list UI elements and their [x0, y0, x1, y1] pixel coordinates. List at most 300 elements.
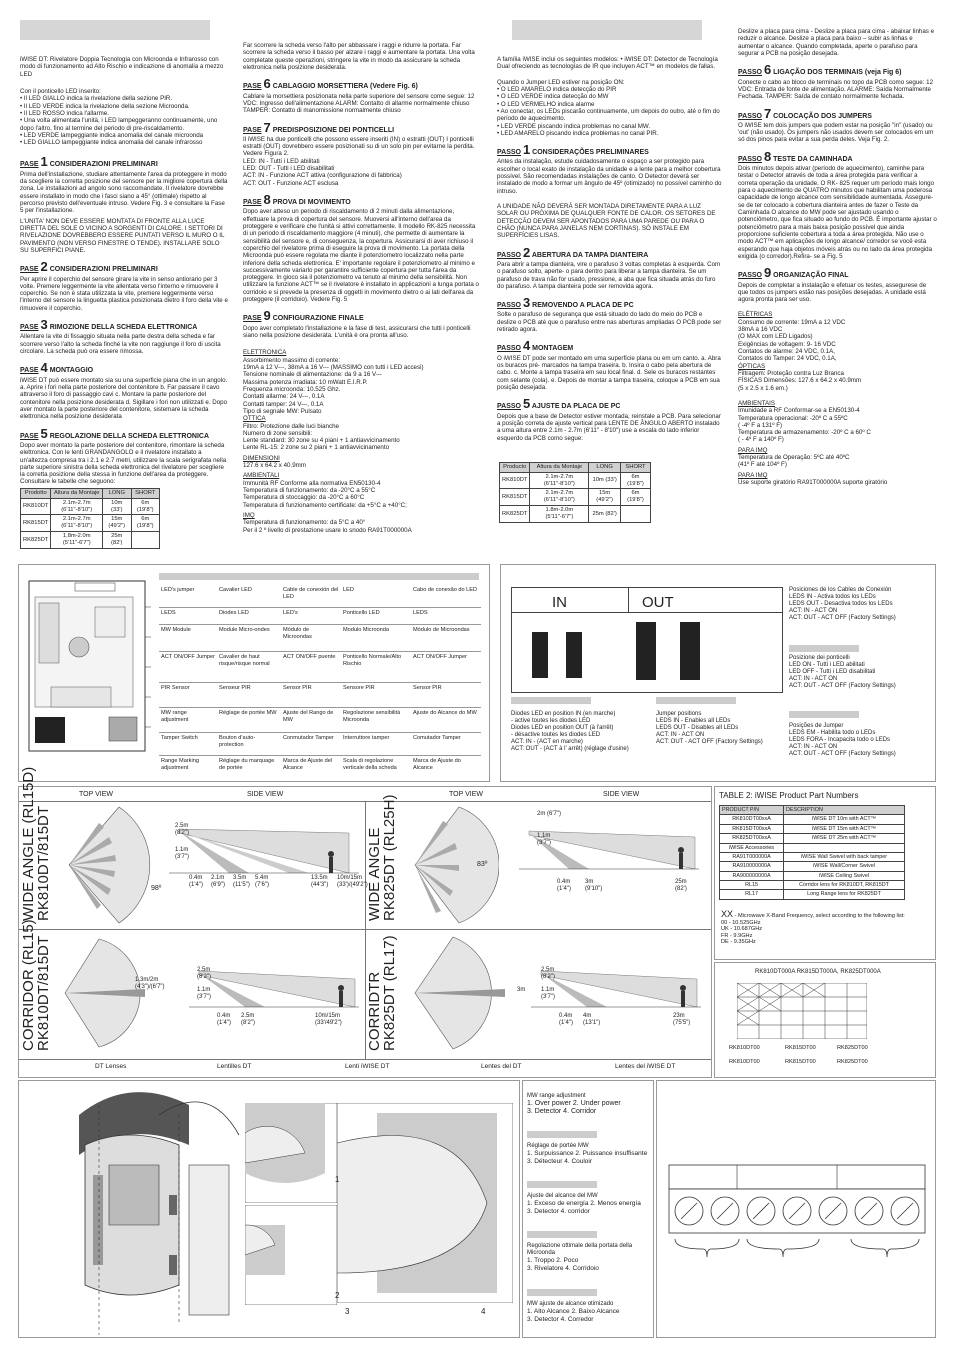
list-item: UK - 10.687GHz	[721, 926, 763, 933]
mw-block-line: 1. Alto Alcance 2. Baixo Alcance	[527, 1308, 620, 1316]
mw-block	[527, 1143, 651, 1165]
wa2-title: WIDE ANGLE RK825DT (RL25H)	[366, 794, 398, 921]
header-bar	[789, 711, 859, 718]
list-item: Temperatura operacional: -20º C a 55ºC	[738, 414, 848, 422]
models-panel	[714, 962, 936, 1078]
step-heading: PASSO 3 REMOVENDO A PLACA DE PC	[497, 295, 634, 311]
list-item: ACT: IN - Funzione ACT attiva (configurazione di fabbrica)	[243, 172, 402, 180]
step-text: iWISE DT può essere montato sia su una superficie piana che in un angolo. a. Aprire i fori nella parte posteriore del contenitore b. Far passare il cavo attraverso il foro di passaggio cavi c. Montare la parte posteriore del contenitore nella posizione desiderata d. Sigillare i fori non utilizzati e. Dopo aver montato la parte posteriore del contenitore, sistemare la scheda elettronica nella posizione desiderata	[20, 376, 228, 421]
list-item: FR - 9.9GHz	[721, 932, 753, 939]
list-item: (41º F até 104º F)	[738, 461, 787, 469]
jumper-text-es	[789, 587, 931, 622]
list-item: ACT: IN - ACT ON	[656, 732, 705, 739]
side-view-label: SIDE VIEW	[247, 791, 284, 798]
lens-caption: Lentilles DT	[217, 1063, 252, 1070]
list-item: ACT: OUT - Funzione ACT esclusa	[243, 179, 339, 187]
divider	[512, 612, 782, 613]
spec-title: PARA IMQ	[738, 471, 768, 479]
top-view-label: TOP VIEW	[449, 791, 483, 798]
list-item: Marca de Ajuste do Alcance	[413, 758, 461, 771]
mw-block-title: MW ajuste de alcance otimizado	[527, 1301, 614, 1307]
table-row: RK815DT 2.1m-2.7m (6'11"-8'10") 15m (49'2") 6m (19'8")	[500, 489, 651, 506]
pcb-diagram	[25, 577, 151, 773]
divider	[628, 588, 629, 612]
list-item: LEDS OUT - Disables all LEDs	[656, 725, 739, 732]
step-caps: L'UNITA' NON DEVE ESSERE MONTATA DI FRONTE ALLA LUCE DIRETTA DEL SOLE O VICINO A SORGENTI DI CALORE. I SETTORI DI RIVELAZIONE DOVREBBERO ESSERE PUNTATI VERSO IL MURO O IL PAVIMENTO (NON VERSO FINESTRE O TENDE). INSTALLARE SOLO SU SUPERFICI PIANE.	[20, 217, 225, 254]
list-item: Temperatura di funzionamento: da -20°C a 55°C	[243, 487, 376, 494]
list-item: • LED VERDE lampeggiante indica anomalia del canale microonda	[20, 131, 204, 139]
height-label: 1.1m (3'7")	[541, 987, 555, 1001]
cor1-top-view	[59, 933, 149, 1053]
model-label: RK810DT00	[729, 1045, 760, 1051]
list-item: LEDS OUT - Desactiva todos los LEDs	[789, 601, 893, 608]
list-item: ACT: OUT - ACT OFF (Factory Settings)	[789, 615, 896, 622]
list-item: 38mA a 16 VDC	[738, 326, 783, 334]
spec-title: AMBIENTAIS	[738, 399, 776, 407]
list-item: Tensione nominale di alimentazione: da 9 a 16 V---	[243, 371, 382, 379]
pcb-legend-panel	[18, 564, 490, 782]
width-label: 1.3m/2m (4'3")/(6'7")	[135, 977, 165, 991]
step-text: Depois de completar a instalação e efetuar os testes, assegurese de que todos os jumpers estão nas posições desejadas. A unidade está agora pronta para ser uso.	[738, 281, 927, 304]
wa1-top-view	[59, 803, 169, 927]
table-row: RA91T000000A iWISE Wall Swivel with back tamper	[720, 852, 905, 861]
intro: Deslize a placa para cima - Deslize a placa para cima - abaixar linhas e reduzir o alcance. Deslize a placa para baixo – subir as linhas e aumentar o alcance. Quando completada, aperte o parafuso para segurar a PCB na posição desejada.	[738, 28, 935, 57]
cor2-title: CORRIDTR RK825DT (RL17)	[366, 935, 398, 1051]
lens-caption: Lenti iWISE DT	[345, 1063, 390, 1070]
height-label: 1.1m (3'7")	[197, 987, 211, 1001]
table-row: iWISE Accessories	[720, 843, 905, 852]
spec-title: AMBIENTALI	[243, 472, 280, 480]
list-item: FÍSICAS Dimensões: 127.6 x 64.2 x 40.9mm	[738, 377, 862, 385]
list-item: ACT ON/OFF Jumper	[159, 652, 217, 683]
height-label: 2.5m (8'2")	[175, 823, 189, 837]
list-item: Lente RL-15: 2 zone su 2 piani + 1 antiavvicinamento	[243, 444, 390, 452]
step-heading: PASE 4 MONTAGGIO	[20, 360, 94, 376]
mw-block-title: MW range adjustment	[527, 1093, 586, 1099]
mw-num-4: 4	[481, 1307, 486, 1316]
mw-block-line: 1. Surpuissance 2. Puissance insuffisante	[527, 1150, 648, 1158]
list-item: ( -4º F a 131º F)	[738, 421, 783, 429]
wa1-title: WIDE ANGLE (RL15D) RK810DT/815DT	[20, 766, 52, 921]
mw-block-line: 1. Over power 2. Under power	[527, 1100, 621, 1108]
legend-table	[159, 585, 481, 778]
dist-label: 25m (82')	[675, 879, 687, 893]
list-item: Marca de Ajuste del Alcance	[283, 758, 333, 771]
list-item: - désactive toutes les diodes LED	[511, 732, 601, 739]
header-bar-pt	[512, 20, 702, 40]
step-heading: PASE 6 CABLAGGIO MORSETTIERA (Vedere Fig. 6)	[243, 76, 418, 92]
mounting-panel	[18, 1080, 520, 1338]
list-item: Cable de conexión del LED	[281, 585, 341, 608]
header-bar	[511, 697, 591, 704]
table-row: RK825DT 1.8m-2.0m (5'11"-6'7") 25m (82')	[21, 532, 160, 549]
mounting-exploded-view	[39, 1085, 249, 1335]
mw-adjust-panel	[522, 1080, 654, 1338]
step-heading: PASSO 5 AJUSTE DA PLACA DE PC	[497, 396, 621, 412]
lens-caption: Lentes del DT	[481, 1063, 522, 1070]
header-bar	[789, 645, 859, 652]
list-item: Temperatura di funzionamento: da 5°C a 40°	[243, 519, 366, 527]
list-item: Tamper Switch	[159, 733, 217, 756]
step-text: Allentare la vite di fissaggio situata nella parte destra della scheda e far scorrere verso l'alto la scheda finché la vite non raggiunge il foro di uscita circolare. La scheda può ora essere rimossa.	[20, 333, 221, 356]
jumper-in-label: IN	[552, 594, 567, 611]
step-text: Dopo aver atteso un periodo di riscaldamento di 2 minuti dalla alimentazione, effettuare la prova di copertura del sensore. Muoversi all'interno dell'area da proteggere e verificare che l'unità si attivi correttamente. Il modello RK-825 necessita di un periodo di riscaldamento maggiore (4 minuti), che permette di aumentare la sensibilità del sensore e, di conseguenza, la copertura. Assicurarsi di aver richiuso il coperchio del rivelatore prima di eseguire la prova di movimento. La portata della Microonda può essere regolata me diante il potenziometro localizzato nella parte inferiore della scheda elettronica. E' importante regolare il potenziometro al minimo e successivamente variarlo per garantire sufficiente copertura per tutta l'area da proteggere. In gioco sia il potenziometro va tenuto al minimo della sensibilità. Non utilizzare la funzione ACT™ se il rivelatore è installato in applicazioni a lunga portata o corridoio e si prevede la presenza di oggetti in movimento dietro o ai lati dell'area da proteggere (il corridoio). Vedere Fig. 5	[243, 208, 479, 304]
terminal-block-diagram	[667, 1157, 927, 1267]
mw-num-3: 3	[345, 1307, 350, 1316]
list-item: Ponticello Normale/Alto Rischio	[341, 652, 411, 683]
list-item: Massima potenza irradiata: 10 mWatt E.I.R.P.	[243, 378, 368, 386]
list-item: Filtro: Protezione dalle luci bianche	[243, 422, 339, 430]
step-heading: PASE 3 RIMOZIONE DELLA SCHEDA ELETTRONICA	[20, 317, 198, 333]
list-item: LEDS EM - Habilita todo o LEDs	[789, 730, 876, 737]
mw-block	[527, 1093, 651, 1117]
col-pt-2	[738, 28, 938, 486]
list-item: Posizione dei ponticelli	[789, 655, 850, 661]
mw-block	[527, 1301, 651, 1323]
list-item: Numero di zone sensibili:	[243, 429, 313, 437]
list-item: Conmutador Tamper	[281, 733, 341, 756]
part-number-table: PRODUCT P/N DESCRIPTION RK810DT00xxA iWISE DT 10m with ACT™ RK815DT00xxA iWISE DT 15m with ACT™ RK825DT00xxA iWISE DT 25m with ACT™ iWISE Accessories RA91T000000A iWISE Wall Swivel with back tamper RA910000000A iWISE Wall/Corner Swivel RA900000000A iWISE Ceiling Swivel RL15 Corridor lens for RK810DT, RK815DT RL17 Long Range lens for RK825DT	[719, 805, 905, 900]
model-label: RK825DT00	[837, 1059, 868, 1065]
list-item: • Ao conectar, os LEDs piscarão continuamente, um depois do outro, até o fim do período de aquecimento.	[497, 107, 720, 123]
table-row: RK815DT00xxA iWISE DT 15m with ACT™	[720, 824, 905, 833]
step-text: Depois que a base de Detector estiver montada, reinstale a PCB. Para selecionar a posição correta de ajuste vertical para LENTE DE ÂNGULO ABERTO instalado a uma altura entre 2.1m - 2.7m (6'11" - 8'10") use a escala do lado inferior esquerdo da PCB como segue:	[497, 412, 721, 442]
dist-label: 3.5m (11'5")	[233, 875, 250, 889]
table-row: RA900000000A iWISE Ceiling Swivel	[720, 871, 905, 880]
mw-block-title: Réglage de portée MW	[527, 1143, 589, 1149]
list-item: 00 - 10.525GHz	[721, 919, 761, 926]
list-item: Lente standard: 30 zone su 4 piani + 1 antiavvicinamento	[243, 437, 400, 445]
mw-block-line: 1. Troppo 2. Poco	[527, 1257, 579, 1265]
spec-title: ÓPTICAS	[738, 362, 766, 370]
list-item: LEDS IN - Enables all LEDs	[656, 718, 731, 725]
spec-title: OTTICA	[243, 415, 266, 423]
step-heading: PASSO 6 LIGAÇÃO DOS TERMINAIS (veja Fig 6)	[738, 62, 902, 78]
list-item: Scala di regolazione verticale della scheda	[343, 758, 397, 771]
list-item: Ajuste del Rango de MW	[281, 708, 341, 733]
list-item: Temperatura di stoccaggio: da -20°C a 60°C	[243, 494, 365, 502]
list-item: Imunidade a RF Conformar-se a EN50130-4	[738, 407, 860, 415]
jumper-text-it	[789, 655, 931, 690]
table-row: RK810DT 2.1m-2.7m (6'11"-8'10") 10m (33') 6m (19'8")	[500, 472, 651, 489]
mw-illustration-3	[337, 1103, 513, 1303]
list-item: - active toutes les diodes LED	[511, 718, 591, 725]
spec-title: PARA IMQ	[738, 446, 768, 454]
list-item: Posições de Jumper	[789, 723, 844, 729]
dist-label: 13.5m (44'3")	[311, 875, 329, 889]
list-item: LEDS	[159, 608, 217, 625]
table-row: RK810DT 2.1m-2.7m (6'11"-8'10") 10m (33') 6m (19'8")	[21, 498, 160, 515]
list-item: LED: IN - Tutti i LED abilitati	[243, 157, 320, 165]
list-item: LED OFF - Tutti i LED disabilitati	[789, 669, 876, 676]
jumper-text-pt	[789, 723, 931, 758]
list-item: • O LED VERDE indica detecção do MW	[497, 93, 609, 101]
dist-label: 2.5m (8'2")	[241, 1013, 255, 1027]
dist-label: 23m (75'5")	[673, 1013, 691, 1027]
spec-title: ELÉTRICAS	[738, 311, 773, 319]
intro: iWISE DT: Rivelatore Doppia Tecnologia con Microonda e Infrarosso con modo di funzionamento ad Alto Rischio e indicazione di anomalia a mezzo LED	[20, 56, 224, 78]
list-item: • LED VERDE piscando indica problemas no canal MW.	[497, 122, 651, 130]
list-item: Sensor PIR	[411, 683, 481, 708]
list-item: PIR Sensor	[159, 683, 217, 708]
step-heading: PASE 1 CONSIDERAZIONI PRELIMINARI	[20, 154, 158, 170]
list-item: Temperatura de Operação: 5ºC até 40ºC	[738, 454, 850, 462]
model-label: RK815DT00	[785, 1045, 816, 1051]
jumper-block	[566, 632, 582, 678]
dist-label: 10m/15m (33')/(49'2")	[337, 875, 368, 889]
range-table-pt: Producto Altura da Montaje LONG SHORT RK810DT 2.1m-2.7m (6'11"-8'10") 10m (33') 6m (19'8") RK815DT 2.1m-2.7m (6'11"-8'10") 15m (49'2") 6m (19'8") RK825DT 1.8m-2.0m (5'11"-6'7") 25m (82')	[499, 462, 651, 523]
mw-block-title: Regolazione ottimale della portata della Microonda	[527, 1243, 633, 1257]
list-item: Consumo de corrente: 19mA a 12 VDC	[738, 318, 846, 326]
step-heading: PASE 7 PREDISPOSIZIONE DEI PONTICELLI	[243, 119, 395, 135]
table-row: RK825DT 1.8m-2.0m (5'11"-6'7") 25m (82')	[500, 506, 651, 523]
list-item: Contatti allarme: 24 V---, 0.1A	[243, 393, 325, 401]
jumper-panel	[500, 564, 936, 782]
dist-label: 0.4m (1'4")	[217, 1013, 231, 1027]
col-pt-1	[497, 56, 722, 445]
step-text: Dopo aver montato la parte posteriore del contenitore, rimontare la scheda elettronica. Con le lenti GRANDANGOLO e il rivelatore installato a un'altezza compresa tra i 2.1 e 2.7 metri, utilizzare la scala serigrafata nella parte superiore sinistra della scheda elettronica del rivelatore per scegliere la corretta posizione della stessa in funzione dell'area da proteggere. Consultare le tabelle che seguono:	[20, 441, 227, 486]
lens-caption: Lentes del iWISE DT	[615, 1063, 676, 1070]
list-item: Assorbimento massimo di corrente:	[243, 356, 340, 364]
list-item: Immunità RF Conforme alla normativa EN50130-4	[243, 479, 381, 487]
table2-title: TABLE 2: iWISE Product Part Numbers	[719, 791, 859, 800]
list-item: LED: OUT - Tutti i LED disabilitati	[243, 165, 335, 173]
step-text: Conecte o cabo ao bloco de terminais no topo da PCB como segue: 12 VDC: Entrada de fonte de alimentação. ALARME: Saída Normalmente Fechada. TAMPER: Saída de contato normalmente fechada.	[738, 78, 934, 101]
dist-label: 10m/15m (33'/49'2")	[315, 1013, 342, 1027]
list-item: ACT: OUT - ACT OFF (Factory Settings)	[789, 683, 896, 690]
jumper-block	[636, 622, 656, 680]
step-heading: PASE 9 CONFIGURAZIONE FINALE	[243, 308, 364, 324]
step-heading: PASE 8 PROVA DI MOVIMENTO	[243, 192, 351, 208]
step-heading: PASE 2 CONSIDERAZIONI PRELIMINARI	[20, 259, 158, 275]
model-label: RK810DT00	[729, 1059, 760, 1065]
mw-num-2: 2	[335, 1291, 340, 1300]
width-label: 3m	[517, 987, 526, 993]
mw-illustration-2	[245, 1205, 340, 1305]
list-item: Tipo di segnale MW: Pulsato	[243, 407, 322, 415]
list-item: Interruttore tamper	[341, 733, 411, 756]
step-text: Antes da instalação, estude cuidadosamente o espaço a ser protegido para escolher o local exato de instalação da unidade e a lente para a melhor cobertura possível. São recomendadas instalações de canto. O Detector deverá ser instalado de modo a formar um ângulo de 45º (otimizado) no possível caminho do intruso.	[497, 158, 722, 195]
list-item: Módulo de Microondas	[281, 625, 341, 652]
step-text: Para abrir a tampa dianteira, vire o parafuso 3 voltas completas à esquerda. Com o parafuso solto, aperte- o para dentro para liberar a tampa dianteira. Se um parafuso de trava não for usado, pressione, a aba que fica situada atrás do furo do parafuso. A tampa dianteira pode ser removida agora.	[497, 260, 721, 290]
list-item: Cabo de conexão do LED	[411, 585, 481, 608]
mw-block	[527, 1193, 651, 1215]
mw-block	[527, 1243, 651, 1272]
list-item: ( - 4º F a 140º F)	[738, 436, 784, 444]
angle-label: 83º	[477, 861, 488, 868]
list-item: ACT ON/OFF Jumper	[411, 652, 481, 683]
list-item: ACT: OUT - (ACT à l' arrêt) (réglage d'usine)	[511, 746, 629, 753]
height-label: 2.5m (8'2")	[197, 967, 211, 981]
list-item: Cavalier LED	[217, 585, 281, 608]
list-item: ACT: IN - (ACT en marche)	[511, 739, 583, 746]
list-item: • Il LED ROSSO indica l'allarme.	[20, 109, 109, 117]
mw-block-line: 3. Detector 4. Corredor	[527, 1315, 594, 1323]
step-heading: PASSO 8 TESTE DA CAMINHADA	[738, 148, 853, 164]
divider	[19, 1059, 711, 1060]
step-text: Per aprire il coperchio del sensore girare la vite in senso antiorario per 3 volte. Premere leggermente la vite allentata verso l'interno e rimuovere il coperchio. Se non è stata utilizzata la vite, premere leggermente verso l'interno del sensore la linguetta plastica posizionata dietro il foro della vite e rimuovere il coperchio.	[20, 275, 228, 312]
freq-note: XX - Microwave X-Band Frequency, select according to the following list: 00 - 10.525GHz UK - 10.687GHz FR - 9.9GHz DE - 9.35GHz	[721, 909, 921, 946]
list-item: MW range adjustment	[159, 708, 217, 733]
list-item: ACT: IN - ACT ON	[789, 608, 838, 615]
list-item: Réglage de portée MW	[217, 708, 281, 733]
list-item: LED's	[281, 608, 341, 625]
mw-block-line: 3. Rivelatore 4. Corridoio	[527, 1264, 599, 1272]
list-item: (5 x 2.5 x 1.6 em.)	[738, 384, 788, 392]
list-item: Sensor PIR	[281, 683, 341, 708]
height-label: 1.1m (3'7")	[537, 833, 551, 847]
list-item: Module Micro-ondes	[217, 625, 281, 652]
lens-caption: DT Lenses	[95, 1063, 127, 1070]
list-item: Posiciones de los Cables de Conexión	[789, 587, 892, 593]
step-text: Cablare la morsettiera posizionata nella parte superiore del sensore come segue: 12 VDC: Ingresso dell'alimentazione ALARM: Contatto di allarme normalmente chiuso TAMPER: Contatto di manomissione normalmente chiuso	[243, 92, 475, 115]
step-text: Il iWISE ha due ponticelli che possono essere inseriti (IN) o estratti (OUT) I ponticelli estratti (OUT) dovrebbero essere posizionati su di un solo pin per evitarne la perdita. Vedere Figura 2.	[243, 135, 475, 158]
list-item: Jumper positions	[656, 711, 702, 717]
spec-title: ELETTRONICA	[243, 349, 287, 357]
dist-label: 2.1m (6'9")	[211, 875, 225, 889]
jumper-out-label: OUT	[642, 594, 674, 611]
step-heading: PASSO 2 ABERTURA DA TAMPA DIANTEIRA	[497, 244, 649, 260]
table2-panel	[714, 786, 936, 960]
list-item: Exigências de voltagem: 9- 16 VDC	[738, 340, 836, 348]
legend-header	[159, 573, 479, 580]
list-item: LEDS IN - Activa todos los LEDs	[789, 594, 876, 601]
dist-label: 4m (13'1")	[583, 1013, 601, 1027]
step-heading: PASSO 7 COLOCAÇÃO DOS JUMPERS	[738, 105, 872, 121]
height-label: 1.1m (3'7")	[175, 847, 189, 861]
step-text: Dois minutos depois ativar (período de aquecimento), caminhe para testar o Detector através de toda a área protegida para verificar a correta operação da unidade. O RK- 825 requer um período mais longo para o aquecimento de QUATRO minutos que habilitam uma poderosa capacidade de longo alcance com sensibilidade aumentada. Assegure- se de ter colocado a cobertura dianteira antes de fazer o Teste da Caminhada O alcance do MW pode ser ajustado usando o potenciômetro, que fica situado ao fundo do PCB. É importante ajustar o potenciômetro para a mais baixa posição possível que ainda proporcione suficiente cobertura a toda a área protegida. Não use o modo ACT™ em aplicações de longo alcance/ corredor se você esta esperando que haja objetos móveis atrás ou no lado da área protegida exigida (o corredor).Refira- se a Fig. 5	[738, 165, 937, 260]
step-heading: PASE 5 REGOLAZIONE DELLA SCHEDA ELETTRONICA	[20, 425, 210, 441]
header-bar	[527, 1181, 597, 1188]
list-item: LED ON - Tutti i LED abilitati	[789, 662, 865, 669]
top-view-label: TOP VIEW	[79, 791, 113, 798]
coverage-panel	[18, 766, 712, 1078]
col-italian-2	[243, 42, 481, 534]
height-label: 2m (6'7")	[537, 811, 561, 817]
list-item: Cavalier de haut risque/risque normal	[217, 652, 281, 683]
list-item: Frequenza microonda: 10.525 Ghz.	[243, 385, 341, 393]
col-italian-1	[20, 56, 228, 489]
list-item: LED's jumper	[159, 585, 217, 608]
table-row: RK810DT00xxA iWISE DT 10m with ACT™	[720, 815, 905, 824]
step-text: O iWISE DT pode ser montado em uma superfície plana ou em um canto. a. Abra os buracos pré- marcados na tampa traseira. b. Insira o cabo pela abertura de cabo. c. Monte a tampa traseira em seu local final. d. Sele os buracos restantes com selante (cola). e. Depois de montar a tampa traseira, coloque a PCB em sua posição desejada.	[497, 354, 721, 391]
list-item: Sensore PIR	[341, 683, 411, 708]
mw-block-line: 3. Detector 4. Corridor	[527, 1108, 597, 1116]
intro: Far scorrere la scheda verso l'alto per abbassare i raggi e ridurre la portata. Far scorrere la scheda verso il basso per alzare i raggi e aumentare la portata. Una volta completate queste operazioni, stringere la vite in modo da assicurare la scheda elettronica nella posizione desiderata.	[243, 42, 475, 71]
dist-label: 0.4m (1'4")	[189, 875, 203, 889]
step-text: Prima dell'installazione, studiare attentamente l'area da proteggere in modo da scegliere la corretta posizione del sensore per la migliore copertura della zona. Le installazioni ad angolo sono raccomandate. Il rivelatore dovrebbe essere installato in modo che i fasci siano a 45° (ottimale) rispetto al percorso previsto dell'eventuale intruso. Vedere Fig. 3 e consultare la Fase 5 per l'installazione.	[20, 170, 228, 215]
list-item: 127.6 x 64.2 x 40.9mm	[243, 462, 306, 470]
list-item: Per il 2 º livello di prestazione usare lo snodo RA91T000000A	[243, 526, 412, 534]
list-item: Senseur PIR	[217, 683, 281, 708]
dist-label: 3m (9'10")	[585, 879, 603, 893]
dist-label: 0.4m (1'4")	[557, 879, 571, 893]
list-item: Diodes LED	[217, 608, 281, 625]
list-item: Módulo de Microondas	[411, 625, 481, 652]
list-item: • Il LED GIALLO indica la rivelazione della sezione PIR.	[20, 95, 173, 103]
model-label: RK815DT00	[785, 1059, 816, 1065]
list-item: LEDS	[411, 608, 481, 625]
list-item: Temperatura di funzionamento certificate: da +5°C a +40°C;	[243, 501, 407, 509]
list-item: MW Module	[159, 625, 217, 652]
dist-label: 0.4m (1'4")	[559, 1013, 573, 1027]
list-item: ACT ON/OFF puente	[281, 652, 341, 683]
header-bar	[527, 1289, 597, 1296]
list-item: Modulo Microonda	[341, 625, 411, 652]
mw-num-1: 1	[335, 1175, 340, 1184]
jumper-block	[680, 622, 700, 680]
spec-title: DIMENSIONI	[243, 454, 280, 462]
list-item: Ajuste do Alcance do MW	[411, 708, 481, 733]
header-bar	[527, 1131, 597, 1138]
list-item: Filtragem: Proteção contra Luz Branca	[738, 369, 844, 377]
table-row: RL17 Long Range lens for RK825DT	[720, 890, 905, 899]
list-item: (O MAX com LED Ligados)	[738, 333, 813, 341]
cor1-title: CORRIDOR (RL15) RK810DT/815DT	[20, 919, 52, 1051]
jumper-figure	[511, 587, 783, 693]
mw-block-line: 1. Exceso de energía 2. Menos energía	[527, 1200, 641, 1208]
list-item: ACT: IN - ACT ON	[789, 744, 838, 751]
step-heading: PASSO 9 ORGANIZAÇÃO FINAL	[738, 265, 849, 281]
list-item: DE - 9.35GHz	[721, 939, 756, 946]
header-bar	[527, 1231, 597, 1238]
jumper-text-fr	[511, 711, 661, 753]
table-row: RK815DT 2.1m-2.7m (6'11"-8'10") 15m (49'2") 6m (19'8")	[21, 515, 160, 532]
jumper-block	[532, 632, 548, 678]
angle-label: 98º	[151, 885, 162, 892]
mw-block-title: Ajuste del alcance del MW	[527, 1193, 598, 1199]
list-item: 19mA a 12 V---, 38mA a 16 V--- (MASSIMO con tutti i LED accesi)	[243, 364, 424, 371]
step-caps: A UNIDADE NÃO DEVERÁ SER MONTADA DIRETAMENTE PARA A LUZ SOLAR OU PRÓXIMA DE QUALQUER FONTE DE CALOR. OS SETORES DE DETECÇÃO DEVEM SER APONTADOS PARA UMA PAREDE OU PARA O CHÃO (NUNCA PARA JANELAS NEM CORTINAS). SÓ INSTALE EM SUPERFÍCIES LISAS.	[497, 203, 716, 240]
step-text: Dopo aver completato l'installazione e la fase di test, assicurarsi che tutti i ponticelli siano nella posizione desiderata. L'unità è ora pronta all'uso.	[243, 324, 471, 340]
list-item: Range Marking adjustment	[161, 758, 199, 771]
list-item: Diodes LED en position IN (en marche)	[511, 711, 616, 717]
list-item: • Il LED VERDE indica la rivelazione della sezione Microonda.	[20, 102, 190, 110]
table-row: RK825DT00xxA iWISE DT 25m with ACT™	[720, 834, 905, 843]
table-row: RL15 Corridor lens for RK810DT, RK815DT	[720, 881, 905, 890]
list-item: ACT: IN - ACT ON	[789, 676, 838, 683]
terminal-panel	[656, 1080, 936, 1338]
table-row: RA910000000A iWISE Wall/Corner Swivel	[720, 862, 905, 871]
range-table-it: Prodotto Altura da Montaje LONG SHORT RK810DT 2.1m-2.7m (6'11"-8'10") 10m (33') 6m (19'8") RK815DT 2.1m-2.7m (6'11"-8'10") 15m (49'2") 6m (19'8") RK825DT 1.8m-2.0m (5'11"-6'7") 25m (82')	[20, 488, 160, 549]
list-item: Bouton d'auto-protection	[217, 733, 281, 756]
list-item: Réglage du marquage de portée	[219, 758, 275, 771]
model-label: RK825DT00	[837, 1045, 868, 1051]
list-item: Ponticello LED	[341, 608, 411, 625]
step-heading: PASSO 1 CONSIDERAÇÕES PRELIMINARES	[497, 142, 649, 158]
list-item: • Una volta alimentata l'unità, i LED lampeggeranno continuamente, uno dopo l'altro, fino al termine del periodo di pre-riscaldamento.	[20, 117, 218, 132]
mw-block-line: 3. Détecteur 4. Couloir	[527, 1157, 593, 1165]
side-view-label: SIDE VIEW	[603, 791, 640, 798]
wa2-side-view	[519, 823, 699, 879]
list-item: Contatos do Tamper: 24 VDC, 0.1A,	[738, 355, 837, 363]
list-item: • O LED AMARELO indica detecção do PIR	[497, 85, 617, 93]
list-item: LED	[341, 585, 411, 608]
header-bar	[656, 697, 736, 704]
step-heading: PASSO 4 MONTAGEM	[497, 338, 574, 354]
intro: A família iWISE inclui os seguintes modelos: • iWISE DT: Detector de Tecnología Dual ofreciendo as tecnologías de IR que incluyen ACT™ en modelos de fallas.	[497, 56, 718, 71]
header-bar-it	[20, 20, 210, 40]
list-item: ACT: OUT - ACT OFF (Factory Settings)	[789, 751, 896, 758]
led-list	[20, 95, 228, 146]
models-grid	[737, 983, 867, 1039]
list-item: • LED AMARELO piscando indica problemas no canal PIR.	[497, 129, 659, 137]
list-item: Contatos de alarme: 24 VDC, 0.1A,	[738, 348, 835, 355]
step-text: O iWISE tem dois jumpers que podem estar na posição "in" (usado) ou 'out' (não usado). Os jumpers não usados devem ser colocados em um só dos pinos para evitar a sua perda deles. Veja Fig. 2.	[738, 121, 934, 144]
mw-illustration-1	[245, 1103, 340, 1203]
models-heading: RK810DT000A RK815DT000A, RK825DT000A	[755, 969, 881, 975]
list-item: Regolazione sensibilità Microonda	[341, 708, 411, 733]
